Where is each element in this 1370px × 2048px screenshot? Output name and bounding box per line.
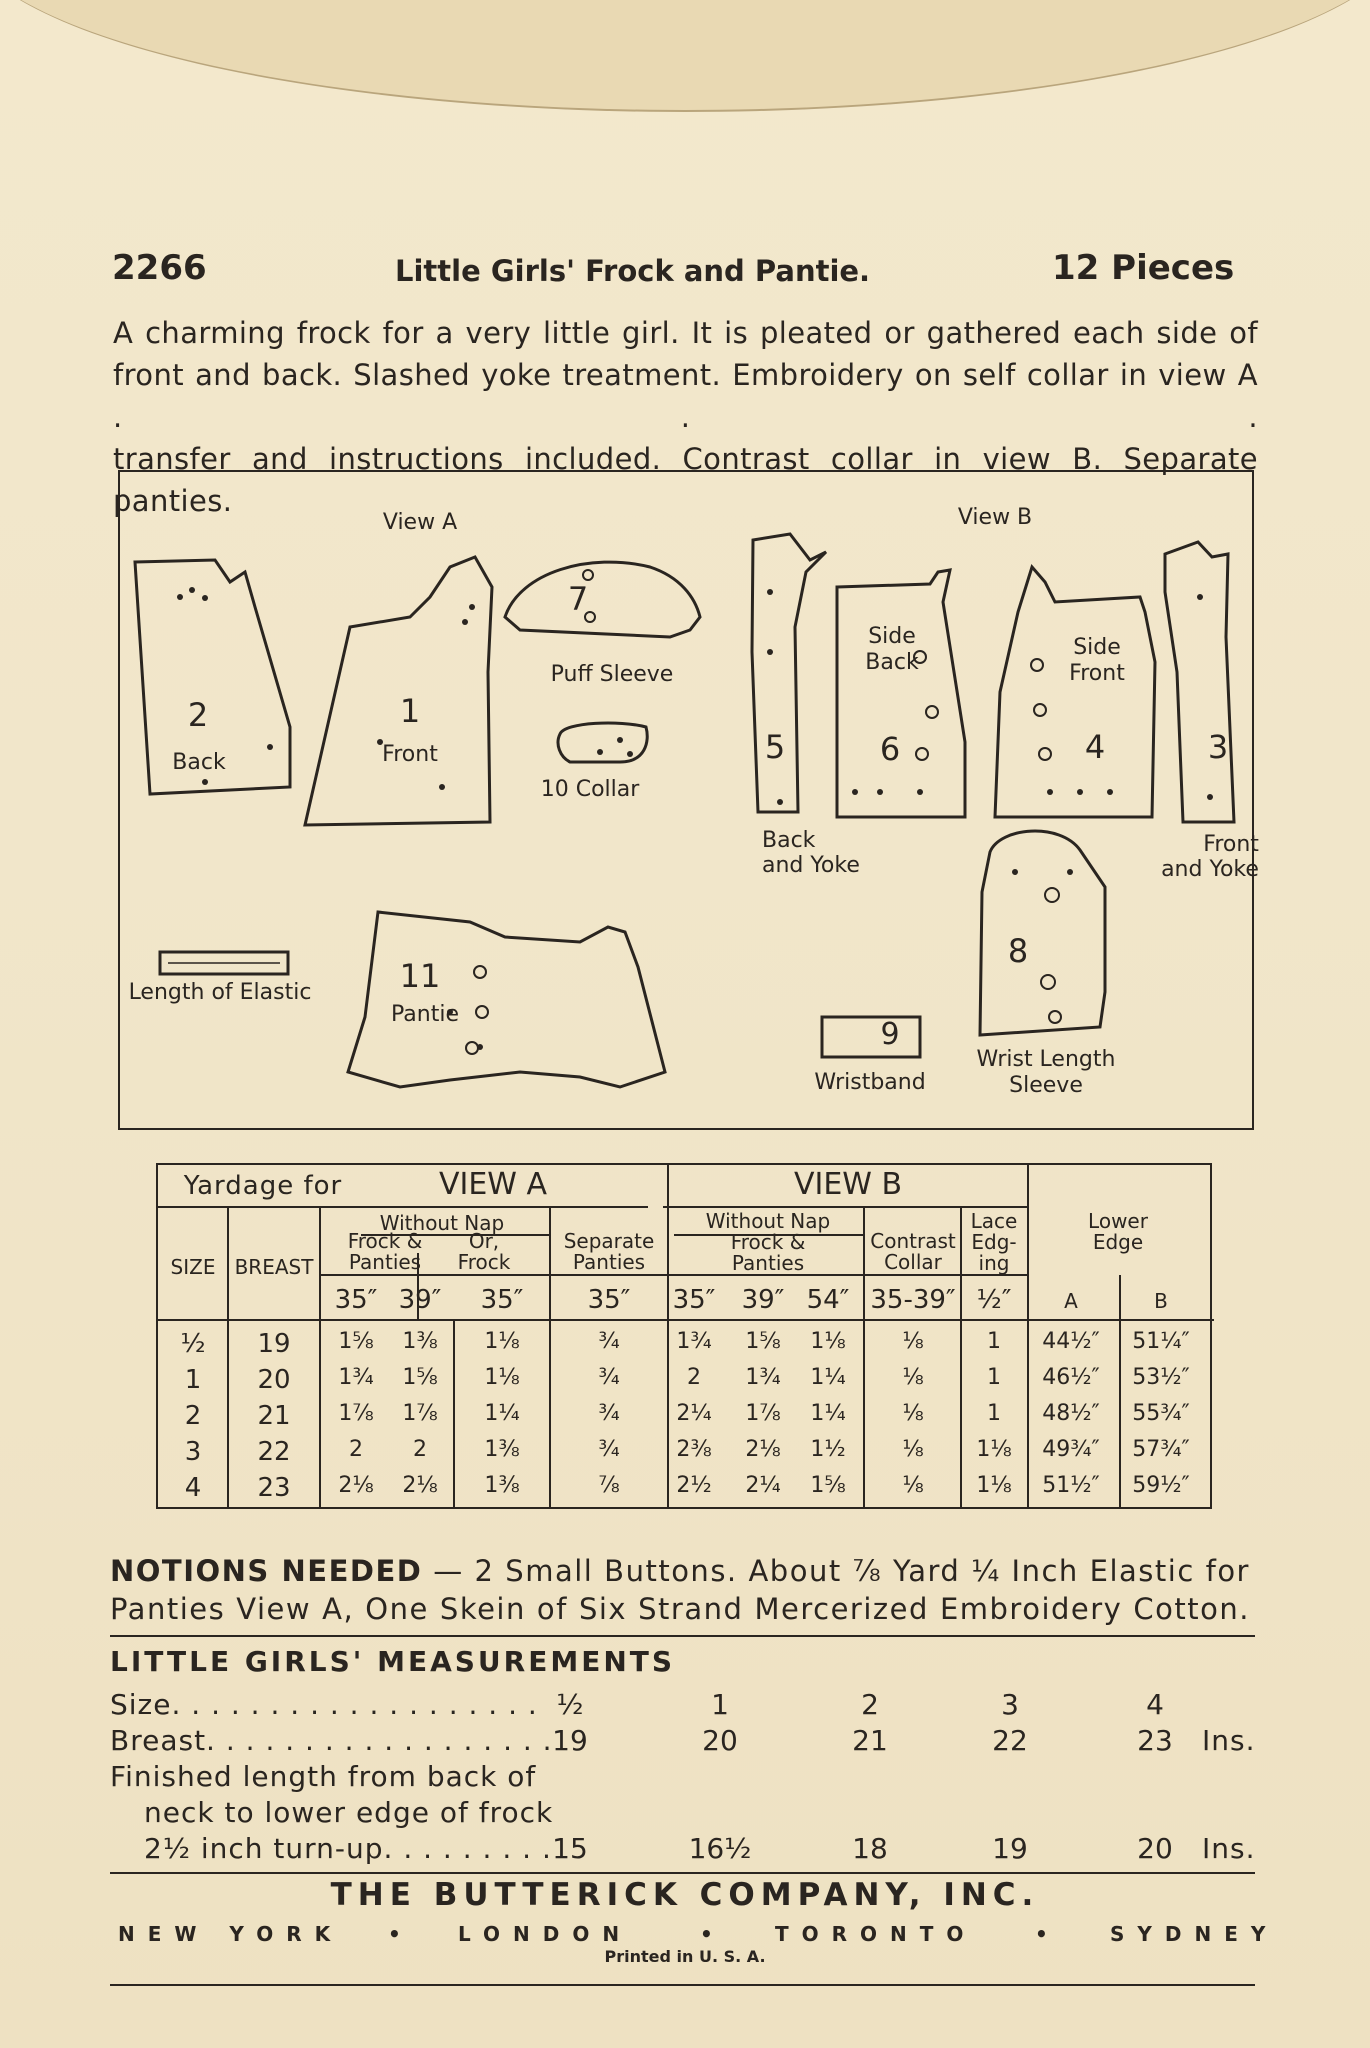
piece-label-collar: 10 Collar	[540, 777, 640, 802]
measurement-value: 1	[711, 1688, 729, 1721]
yardage-cell: 1⅛	[976, 1473, 1012, 1498]
measurement-value: 18	[852, 1832, 888, 1865]
yardage-cell: 1⅝	[338, 1329, 374, 1354]
yardage-cell: 1⅞	[402, 1401, 438, 1426]
piece-label-pantie: Pantie	[391, 1002, 459, 1027]
measurement-value: 4	[1146, 1688, 1164, 1721]
yardage-cell: 59½″	[1132, 1473, 1190, 1498]
measurement-value: ½	[556, 1688, 584, 1721]
city-london: LONDON	[458, 1922, 633, 1946]
description-line: front and back. Slashed yoke treatment. Embroidery on self collar in view A . . .	[113, 358, 1258, 434]
frock-panties-a: Frock & Panties	[347, 1229, 423, 1274]
piece-label-back: Back	[172, 750, 226, 775]
city-bullet: •	[388, 1922, 414, 1946]
yardage-cell: ¾	[598, 1437, 620, 1462]
yardage-table	[156, 1163, 1212, 1509]
pattern-pieces-drawing	[120, 472, 1256, 1132]
measurement-value: 19	[992, 1832, 1028, 1865]
piece-number-8: 8	[1007, 932, 1029, 970]
piece-back-yoke-outline	[752, 534, 826, 812]
yardage-cell: 2½	[676, 1473, 712, 1498]
yardage-cell: 51½″	[1042, 1473, 1100, 1498]
yardage-cell: 1¼	[810, 1365, 846, 1390]
width-a1: 35″	[334, 1285, 378, 1315]
view-b-header: VIEW B	[793, 1167, 903, 1202]
yardage-cell: 1	[987, 1365, 1001, 1390]
measurement-value: 21	[852, 1724, 888, 1757]
yardage-cell: 1½	[810, 1437, 846, 1462]
yardage-cell: ½	[180, 1329, 206, 1359]
yardage-cell: ¾	[598, 1329, 620, 1354]
city-sydney: SYDNEY	[1110, 1922, 1279, 1946]
yardage-cell: 1	[987, 1401, 1001, 1426]
piece-puff-sleeve-outline	[505, 562, 700, 637]
yardage-cell: 4	[184, 1473, 202, 1503]
piece-label-front-and-yoke: Front and Yoke	[1161, 832, 1259, 882]
yardage-cell: 19	[257, 1329, 291, 1359]
piece-number-5: 5	[764, 728, 786, 766]
yardage-cell: 44½″	[1042, 1329, 1100, 1354]
piece-front-yoke-outline	[1165, 542, 1234, 822]
piece-number-11: 11	[399, 957, 441, 995]
yardage-cell: 1⅞	[338, 1401, 374, 1426]
without-nap-a: Without Nap	[379, 1211, 505, 1235]
label-view-b: View B	[957, 505, 1033, 530]
notions-line: Panties View A, One Skein of Six Strand Mercerized Embroidery Cotton.	[110, 1592, 1250, 1626]
measurement-value: 20	[702, 1724, 738, 1757]
yardage-cell: ⅛	[902, 1365, 924, 1390]
piece-count: 12 Pieces	[1052, 248, 1235, 288]
measurement-value: 3	[1001, 1688, 1019, 1721]
measurements-heading: LITTLE GIRLS' MEASUREMENTS	[110, 1645, 676, 1678]
piece-wristband-outline	[822, 1017, 920, 1057]
lower-edge: Lower Edge	[1088, 1209, 1148, 1254]
or-frock-a: Or, Frock	[457, 1229, 511, 1274]
divider	[110, 1984, 1255, 1986]
piece-wrist-sleeve-outline	[980, 831, 1105, 1035]
yardage-cell: 2⅛	[745, 1437, 781, 1462]
piece-collar-outline	[558, 723, 647, 762]
lace-edging: Lace Edg- ing	[970, 1209, 1018, 1275]
yardage-cell: 22	[257, 1437, 291, 1467]
measurement-value: 16½	[688, 1832, 752, 1865]
yardage-cell: ⅞	[598, 1473, 620, 1498]
width-b2: 39″	[741, 1285, 785, 1315]
measurement-value: 15	[552, 1832, 588, 1865]
yardage-cell: 51¼″	[1132, 1329, 1190, 1354]
yardage-cell: ¾	[598, 1365, 620, 1390]
measurement-value: 22	[992, 1724, 1028, 1757]
printed-in: Printed in U. S. A.	[604, 1947, 766, 1966]
size-header: SIZE	[170, 1255, 216, 1279]
length-label-3: 2½ inch turn-up. . . . . . . . .	[144, 1832, 552, 1865]
width-b1: 35″	[672, 1285, 716, 1315]
measurement-value: 19	[552, 1724, 588, 1757]
separate-panties: Separate Panties	[563, 1229, 655, 1274]
yardage-cell: 2¼	[676, 1401, 712, 1426]
pattern-title: Little Girls' Frock and Pantie.	[395, 254, 871, 288]
yardage-cell: 2	[413, 1437, 427, 1462]
lower-edge-b-header: B	[1154, 1289, 1168, 1313]
size-row-label: Size. . . . . . . . . . . . . . . . . . .	[110, 1688, 538, 1721]
yardage-cell: 1¼	[810, 1401, 846, 1426]
piece-label-side-back: Side Back	[865, 624, 919, 675]
piece-side-back-outline	[837, 570, 965, 817]
length-label-2: neck to lower edge of frock	[144, 1796, 554, 1829]
yardage-cell: ⅛	[902, 1437, 924, 1462]
breast-row-label: Breast. . . . . . . . . . . . . . . . . .	[110, 1724, 553, 1757]
piece-label-side-front: Side Front	[1069, 635, 1125, 686]
piece-label-wristband: Wristband	[814, 1070, 926, 1095]
yardage-cell: 55¾″	[1132, 1401, 1190, 1426]
width-b5: ½″	[976, 1285, 1012, 1315]
label-length-of-elastic: Length of Elastic	[128, 980, 312, 1005]
measurement-value: 2	[861, 1688, 879, 1721]
city-bullet: •	[1035, 1922, 1061, 1946]
piece-number-6: 6	[879, 730, 901, 768]
piece-number-1: 1	[399, 692, 421, 730]
description-line: A charming frock for a very little girl. It is pleated or gathered each side of	[113, 316, 1258, 350]
piece-pantie-outline	[348, 912, 665, 1087]
yardage-cell: 20	[257, 1365, 291, 1395]
divider	[110, 1872, 1255, 1874]
piece-number-2: 2	[187, 696, 209, 734]
yardage-cell: 2⅛	[402, 1473, 438, 1498]
yardage-cell: 48½″	[1042, 1401, 1100, 1426]
notions-line: NOTIONS NEEDED — 2 Small Buttons. About ⅞ Yard ¼ Inch Elastic for	[110, 1554, 1250, 1588]
yardage-cell: 1⅛	[976, 1437, 1012, 1462]
yardage-cell: 1⅝	[745, 1329, 781, 1354]
yardage-cell: 1⅛	[810, 1329, 846, 1354]
yardage-cell: 1⅝	[810, 1473, 846, 1498]
yardage-cell: 2	[687, 1365, 701, 1390]
city-bullet: •	[700, 1922, 726, 1946]
yardage-cell: ⅛	[902, 1401, 924, 1426]
yardage-cell: 2	[184, 1401, 202, 1431]
yardage-cell: 1⅞	[745, 1401, 781, 1426]
yardage-cell: 49¾″	[1042, 1437, 1100, 1462]
company-name: THE BUTTERICK COMPANY, INC.	[330, 1877, 1040, 1913]
lower-edge-a-header: A	[1064, 1289, 1078, 1313]
piece-label-back-and-yoke: Back and Yoke	[762, 828, 860, 878]
piece-number-9: 9	[880, 1017, 900, 1052]
length-unit: Ins.	[1202, 1832, 1256, 1865]
piece-label-wrist-length-sleeve: Wrist Length Sleeve	[976, 1047, 1116, 1098]
width-b3: 54″	[806, 1285, 850, 1315]
yardage-cell: 2⅛	[338, 1473, 374, 1498]
yardage-cell: 1¾	[676, 1329, 712, 1354]
description-line: transfer and instructions included. Contrast collar in view B. Separate panties.	[113, 442, 1258, 518]
city-new-york: NEW YORK	[118, 1922, 344, 1946]
width-a4: 35″	[587, 1285, 631, 1315]
yardage-cell: 2	[349, 1437, 363, 1462]
yardage-cell: 57¾″	[1132, 1437, 1190, 1462]
width-a3: 35″	[480, 1285, 524, 1315]
yardage-cell: 53½″	[1132, 1365, 1190, 1390]
yardage-cell: 1⅜	[484, 1437, 520, 1462]
piece-label-puff-sleeve: Puff Sleeve	[550, 662, 674, 687]
yardage-cell: ¾	[598, 1401, 620, 1426]
yardage-cell: 1¾	[338, 1365, 374, 1390]
yardage-cell: 21	[257, 1401, 291, 1431]
measurement-value: 20	[1137, 1832, 1173, 1865]
piece-side-front-outline	[995, 567, 1155, 817]
yardage-cell: 1	[987, 1329, 1001, 1354]
divider	[110, 1635, 1255, 1637]
piece-label-front: Front	[382, 742, 438, 767]
contrast-collar: Contrast Collar	[870, 1229, 956, 1274]
piece-number-4: 4	[1084, 728, 1106, 766]
yardage-cell: 1	[184, 1365, 202, 1395]
measurement-value: 23	[1137, 1724, 1173, 1757]
yardage-cell: 1⅝	[402, 1365, 438, 1390]
breast-unit: Ins.	[1202, 1724, 1256, 1757]
length-label-1: Finished length from back of	[110, 1760, 537, 1793]
notions-needed	[110, 1552, 1250, 1628]
piece-front-outline	[305, 557, 492, 825]
envelope-flap	[0, 0, 1370, 112]
pattern-pieces-diagram	[118, 470, 1259, 1130]
yardage-cell: 1¾	[745, 1365, 781, 1390]
yardage-cell: 1⅛	[484, 1365, 520, 1390]
yardage-for-label: Yardage for	[183, 1171, 343, 1201]
width-a2: 39″	[398, 1285, 442, 1315]
yardage-cell: 2¼	[745, 1473, 781, 1498]
yardage-cell: 2⅜	[676, 1437, 712, 1462]
yardage-cell: 1⅜	[484, 1473, 520, 1498]
yardage-cell: 1⅜	[402, 1329, 438, 1354]
yardage-cell: ⅛	[902, 1473, 924, 1498]
yardage-cell: 1⅛	[484, 1329, 520, 1354]
yardage-cell: 46½″	[1042, 1365, 1100, 1390]
breast-header: BREAST	[234, 1255, 314, 1279]
yardage-cell: 3	[184, 1437, 202, 1467]
yardage-cell: 23	[257, 1473, 291, 1503]
piece-number-7: 7	[567, 580, 589, 618]
city-toronto: TORONTO	[775, 1922, 977, 1946]
without-nap-b: Without Nap Frock & Panties	[705, 1209, 831, 1275]
width-b4: 35-39″	[870, 1285, 956, 1315]
piece-number-3: 3	[1207, 728, 1229, 766]
yardage-cell: ⅛	[902, 1329, 924, 1354]
yardage-cell: 1¼	[484, 1401, 520, 1426]
pattern-number: 2266	[112, 248, 207, 288]
view-a-header: VIEW A	[438, 1167, 548, 1202]
label-view-a: View A	[382, 510, 458, 535]
